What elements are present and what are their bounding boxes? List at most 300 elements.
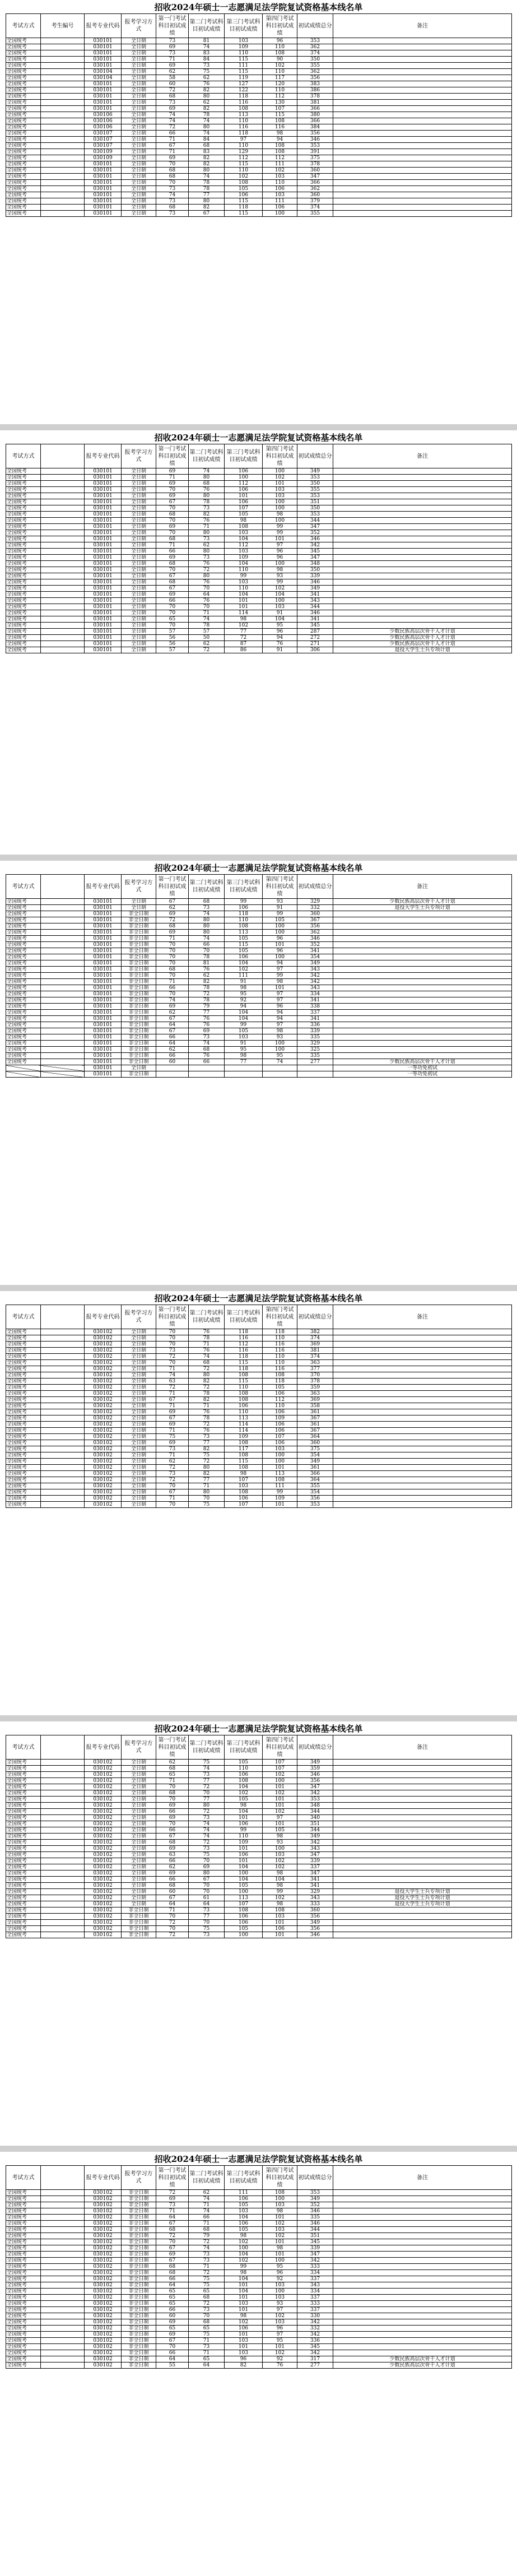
score1-cell: 70 xyxy=(156,1360,189,1366)
score2-cell: 75 xyxy=(189,1502,225,1508)
major-cell: 030107 xyxy=(85,131,122,137)
score4-cell: 101 xyxy=(263,536,297,542)
score1-cell: 68 xyxy=(156,512,189,518)
total-cell: 342 xyxy=(297,1840,333,1846)
score4-cell: 91 xyxy=(263,905,297,911)
score2-cell: 64 xyxy=(189,2363,225,2369)
major-cell: 030102 xyxy=(85,2221,122,2227)
score1-cell: 66 xyxy=(156,549,189,555)
study-cell: 全日制 xyxy=(122,1809,156,1815)
score4-cell: 103 xyxy=(263,192,297,198)
score4-cell: 102 xyxy=(263,63,297,69)
table-row xyxy=(6,2326,512,2332)
table-row xyxy=(6,2289,512,2295)
study-cell: 非全日制 xyxy=(122,2215,156,2221)
study-cell: 全日制 xyxy=(122,161,156,168)
total-cell: 386 xyxy=(297,87,333,94)
score1-cell: 74 xyxy=(156,1372,189,1378)
table-row xyxy=(6,979,512,985)
score3-cell: 106 xyxy=(225,2326,263,2332)
score2-cell: 70 xyxy=(189,586,225,592)
table-row xyxy=(6,917,512,923)
mode-cell: 全国统考 xyxy=(6,1471,41,1477)
table-row xyxy=(6,1348,512,1354)
study-cell: 全日制 xyxy=(122,1502,156,1508)
score3-cell: 108 xyxy=(225,1440,263,1446)
total-cell: 382 xyxy=(297,1329,333,1335)
score4-cell xyxy=(263,1071,297,1078)
column-header: 第三门考试科目初试成绩 xyxy=(225,14,263,38)
table-row xyxy=(6,2233,512,2239)
score1-cell: 69 xyxy=(156,468,189,475)
score1-cell: 68 xyxy=(156,561,189,567)
study-cell: 全日制 xyxy=(122,1797,156,1803)
score2-cell: 62 xyxy=(189,641,225,647)
score2-cell: 74 xyxy=(189,1827,225,1834)
score4-cell: 99 xyxy=(263,973,297,979)
note-cell xyxy=(333,1809,512,1815)
id-cell xyxy=(41,100,85,106)
study-cell: 全日制 xyxy=(122,1821,156,1827)
score2-cell: 73 xyxy=(189,1815,225,1821)
mode-cell: 全国统考 xyxy=(6,647,41,653)
major-cell: 030102 xyxy=(85,1372,122,1378)
total-cell: 356 xyxy=(297,923,333,930)
score4-cell: 108 xyxy=(263,2190,297,2196)
total-cell: 356 xyxy=(297,1496,333,1502)
study-cell: 非全日制 xyxy=(122,1907,156,1914)
mode-cell: 全国统考 xyxy=(6,1797,41,1803)
study-cell: 非全日制 xyxy=(122,1914,156,1920)
score4-cell: 108 xyxy=(263,50,297,57)
score4-cell: 110 xyxy=(263,44,297,50)
score2-cell: 76 xyxy=(189,81,225,87)
major-cell: 030101 xyxy=(85,647,122,653)
major-cell: 030102 xyxy=(85,2233,122,2239)
major-cell: 030101 xyxy=(85,616,122,623)
study-cell: 非全日制 xyxy=(122,2307,156,2313)
total-cell: 343 xyxy=(297,598,333,604)
note-cell xyxy=(333,1477,512,1483)
id-cell xyxy=(41,555,85,561)
score4-cell: 100 xyxy=(263,1041,297,1047)
major-cell: 030102 xyxy=(85,1870,122,1877)
mode-cell: 全国统考 xyxy=(6,1059,41,1065)
study-cell: 非全日制 xyxy=(122,954,156,960)
score4-cell: 99 xyxy=(263,524,297,530)
total-cell: 334 xyxy=(297,2289,333,2295)
mode-cell: 全国统考 xyxy=(6,2208,41,2215)
major-cell: 030101 xyxy=(85,923,122,930)
page-sheet xyxy=(0,0,517,424)
study-cell: 全日制 xyxy=(122,905,156,911)
score3-cell: 101 xyxy=(225,1846,263,1852)
column-header xyxy=(41,875,85,899)
total-cell: 375 xyxy=(297,1446,333,1452)
column-header: 考试方式 xyxy=(6,2166,41,2190)
score3-cell: 117 xyxy=(225,1446,263,1452)
mode-cell: 全国统考 xyxy=(6,2221,41,2227)
major-cell: 030102 xyxy=(85,2270,122,2276)
major-cell: 030102 xyxy=(85,2363,122,2369)
score1-cell: 66 xyxy=(156,1877,189,1883)
major-cell: 030101 xyxy=(85,930,122,936)
mode-cell: 全国统考 xyxy=(6,38,41,44)
score4-cell: 102 xyxy=(263,168,297,174)
note-cell xyxy=(333,1403,512,1409)
id-cell xyxy=(41,81,85,87)
major-cell: 030101 xyxy=(85,629,122,635)
study-cell: 非全日制 xyxy=(122,923,156,930)
score4-cell: 101 xyxy=(263,985,297,991)
score1-cell: 68 xyxy=(156,2270,189,2276)
study-cell: 全日制 xyxy=(122,94,156,100)
score3-cell: 105 xyxy=(225,948,263,954)
id-cell xyxy=(41,1329,85,1335)
score3-cell: 103 xyxy=(225,2301,263,2307)
table-row xyxy=(6,542,512,549)
score1-cell: 69 xyxy=(156,524,189,530)
score1-cell: 67 xyxy=(156,1834,189,1840)
table-row xyxy=(6,1415,512,1422)
major-cell: 030102 xyxy=(85,1846,122,1852)
note-cell xyxy=(333,2307,512,2313)
score4-cell: 102 xyxy=(263,1895,297,1901)
score1-cell: 70 xyxy=(156,518,189,524)
study-cell: 全日制 xyxy=(122,1784,156,1790)
mode-cell: 全国统考 xyxy=(6,1864,41,1870)
total-cell: 361 xyxy=(297,1465,333,1471)
total-cell: 342 xyxy=(297,2319,333,2326)
note-cell xyxy=(333,1772,512,1778)
score3-cell: 104 xyxy=(225,592,263,598)
table-row xyxy=(6,635,512,641)
score2-cell: 66 xyxy=(189,942,225,948)
table-row xyxy=(6,586,512,592)
study-cell: 全日制 xyxy=(122,1815,156,1821)
score3-cell: 103 xyxy=(225,530,263,536)
score1-cell: 71 xyxy=(156,1403,189,1409)
score1-cell: 71 xyxy=(156,475,189,481)
major-cell: 030106 xyxy=(85,118,122,124)
table-row xyxy=(6,948,512,954)
major-cell: 030107 xyxy=(85,143,122,149)
score3-cell: 106 xyxy=(225,192,263,198)
score1-cell: 69 xyxy=(156,1409,189,1415)
score2-cell: 75 xyxy=(189,1452,225,1459)
score3-cell: 108 xyxy=(225,180,263,186)
score1-cell: 73 xyxy=(156,2202,189,2208)
id-cell xyxy=(41,106,85,112)
study-cell: 全日制 xyxy=(122,635,156,641)
total-cell: 383 xyxy=(297,81,333,87)
page-title: 招收2024年硕士一志愿满足法学院复试资格基本线名单 xyxy=(154,2,363,12)
note-cell xyxy=(333,524,512,530)
total-cell: 353 xyxy=(297,1797,333,1803)
score2-cell: 68 xyxy=(189,481,225,487)
study-cell: 全日制 xyxy=(122,1378,156,1385)
note-cell xyxy=(333,1428,512,1434)
score1-cell: 72 xyxy=(156,1354,189,1360)
mode-cell: 全国统考 xyxy=(6,2313,41,2319)
mode-cell: 全国统考 xyxy=(6,499,41,505)
id-cell xyxy=(41,192,85,198)
study-cell: 非全日制 xyxy=(122,2276,156,2282)
score4-cell: 101 xyxy=(263,2252,297,2258)
note-cell xyxy=(333,118,512,124)
table-row xyxy=(6,1354,512,1360)
score4-cell: 100 xyxy=(263,2289,297,2295)
score4-cell: 103 xyxy=(263,2295,297,2301)
mode-cell: 全国统考 xyxy=(6,2270,41,2276)
score4-cell: 98 xyxy=(263,1834,297,1840)
major-cell: 030102 xyxy=(85,1391,122,1397)
note-cell xyxy=(333,2208,512,2215)
score1-cell: 72 xyxy=(156,2190,189,2196)
score3-cell: 110 xyxy=(225,1766,263,1772)
id-cell xyxy=(41,1809,85,1815)
table-row xyxy=(6,960,512,967)
major-cell: 030102 xyxy=(85,2350,122,2356)
score4-cell: 101 xyxy=(263,1920,297,1926)
note-cell xyxy=(333,505,512,512)
score3-cell: 101 xyxy=(225,2295,263,2301)
score1-cell: 69 xyxy=(156,911,189,917)
column-header: 第一门考试科目初试成绩 xyxy=(156,1305,189,1329)
column-header: 报考专业代码 xyxy=(85,1735,122,1760)
note-cell xyxy=(333,481,512,487)
score4-cell: 97 xyxy=(263,542,297,549)
total-cell: 333 xyxy=(297,1901,333,1907)
score3-cell: 113 xyxy=(225,1415,263,1422)
study-cell: 全日制 xyxy=(122,198,156,205)
id-cell xyxy=(41,1920,85,1926)
mode-cell: 全国统考 xyxy=(6,1815,41,1821)
mode-cell: 全国统考 xyxy=(6,524,41,530)
total-cell: 347 xyxy=(297,1870,333,1877)
column-header: 初试成绩总分 xyxy=(297,14,333,38)
table-row xyxy=(6,2270,512,2276)
study-cell: 非全日制 xyxy=(122,979,156,985)
total-cell xyxy=(297,1071,333,1078)
study-cell: 非全日制 xyxy=(122,2190,156,2196)
score2-cell: 66 xyxy=(189,2215,225,2221)
score1-cell: 67 xyxy=(156,1028,189,1034)
table-row xyxy=(6,1766,512,1772)
id-cell xyxy=(41,1053,85,1059)
study-cell: 非全日制 xyxy=(122,2264,156,2270)
total-cell: 342 xyxy=(297,979,333,985)
total-cell: 346 xyxy=(297,579,333,586)
score2-cell: 76 xyxy=(189,1329,225,1335)
total-cell: 343 xyxy=(297,985,333,991)
mode-cell: 全国统考 xyxy=(6,1397,41,1403)
score1-cell: 66 xyxy=(156,1053,189,1059)
mode-cell: 全国统考 xyxy=(6,997,41,1004)
major-cell: 030102 xyxy=(85,2190,122,2196)
major-cell: 030101 xyxy=(85,967,122,973)
mode-cell: 全国统考 xyxy=(6,155,41,161)
major-cell: 030101 xyxy=(85,499,122,505)
id-cell xyxy=(41,1870,85,1877)
table-row xyxy=(6,2338,512,2344)
score2-cell: 72 xyxy=(189,2239,225,2245)
major-cell: 030102 xyxy=(85,1932,122,1938)
score2-cell: 71 xyxy=(189,1483,225,1489)
page-title: 招收2024年硕士一志愿满足法学院复试资格基本线名单 xyxy=(154,1724,363,1734)
mode-cell: 全国统考 xyxy=(6,1760,41,1766)
column-header: 第四门考试科目初试成绩 xyxy=(263,14,297,38)
note-cell xyxy=(333,1877,512,1883)
major-cell: 030106 xyxy=(85,112,122,118)
mode-cell: 全国统考 xyxy=(6,629,41,635)
score4-cell: 100 xyxy=(263,1459,297,1465)
id-cell xyxy=(41,149,85,155)
score2-cell: 71 xyxy=(189,1342,225,1348)
score4-cell: 112 xyxy=(263,94,297,100)
note-cell xyxy=(333,63,512,69)
score3-cell: 101 xyxy=(225,1858,263,1864)
major-cell: 030101 xyxy=(85,917,122,923)
study-cell: 非全日制 xyxy=(122,1053,156,1059)
study-cell: 全日制 xyxy=(122,1471,156,1477)
score1-cell: 70 xyxy=(156,1483,189,1489)
id-cell xyxy=(41,1471,85,1477)
note-cell xyxy=(333,979,512,985)
mode-cell: 全国统考 xyxy=(6,905,41,911)
id-cell xyxy=(41,616,85,623)
total-cell: 354 xyxy=(297,1489,333,1496)
total-cell: 317 xyxy=(297,2356,333,2363)
score3-cell: 110 xyxy=(225,586,263,592)
table-row xyxy=(6,985,512,991)
note-cell xyxy=(333,2264,512,2270)
score3-cell: 104 xyxy=(225,1784,263,1790)
note-cell xyxy=(333,100,512,106)
major-cell: 030101 xyxy=(85,579,122,586)
score2-cell xyxy=(189,1071,225,1078)
id-cell xyxy=(41,1446,85,1452)
major-cell: 030102 xyxy=(85,2215,122,2221)
score2-cell: 76 xyxy=(189,579,225,586)
score3-cell: 106 xyxy=(225,1403,263,1409)
score3-cell: 108 xyxy=(225,1489,263,1496)
mode-cell: 全国统考 xyxy=(6,2233,41,2239)
major-cell: 030102 xyxy=(85,2319,122,2326)
study-cell: 非全日制 xyxy=(122,911,156,917)
score1-cell: 57 xyxy=(156,647,189,653)
table-row xyxy=(6,475,512,481)
column-header: 考试方式 xyxy=(6,14,41,38)
score4-cell: 116 xyxy=(263,1342,297,1348)
note-cell xyxy=(333,1409,512,1415)
mode-cell: 全国统考 xyxy=(6,1403,41,1409)
study-cell: 全日制 xyxy=(122,1354,156,1360)
table-row xyxy=(6,57,512,63)
score1-cell: 65 xyxy=(156,2301,189,2307)
major-cell: 030102 xyxy=(85,1877,122,1883)
id-cell xyxy=(41,1864,85,1870)
note-cell xyxy=(333,1502,512,1508)
study-cell: 全日制 xyxy=(122,1827,156,1834)
score1-cell: 70 xyxy=(156,161,189,168)
score4-cell: 101 xyxy=(263,1932,297,1938)
note-cell xyxy=(333,942,512,948)
score3-cell: 91 xyxy=(225,979,263,985)
id-cell xyxy=(41,2264,85,2270)
major-cell: 030101 xyxy=(85,1065,122,1071)
major-cell: 030102 xyxy=(85,1834,122,1840)
score2-cell: 72 xyxy=(189,2301,225,2307)
score3-cell: 110 xyxy=(225,567,263,573)
table-row xyxy=(6,1502,512,1508)
score2-cell: 77 xyxy=(189,1440,225,1446)
major-cell: 030102 xyxy=(85,1385,122,1391)
table-row xyxy=(6,192,512,198)
score3-cell: 107 xyxy=(225,1901,263,1907)
id-cell xyxy=(41,592,85,598)
score4-cell: 97 xyxy=(263,2332,297,2338)
score3-cell: 118 xyxy=(225,1366,263,1372)
note-cell xyxy=(333,586,512,592)
score1-cell: 73 xyxy=(156,198,189,205)
column-header: 报考学习方式 xyxy=(122,875,156,899)
id-cell xyxy=(41,499,85,505)
score1-cell: 66 xyxy=(156,2276,189,2282)
score4-cell: 96 xyxy=(263,1004,297,1010)
table-row xyxy=(6,81,512,87)
score1-cell: 70 xyxy=(156,1342,189,1348)
score2-cell: 78 xyxy=(189,112,225,118)
score4-cell: 103 xyxy=(263,487,297,493)
score3-cell: 96 xyxy=(225,2356,263,2363)
total-cell: 342 xyxy=(297,2258,333,2264)
note-cell: 退役大学生士兵专项计划 xyxy=(333,1889,512,1895)
total-cell: 366 xyxy=(297,118,333,124)
score2-cell: 72 xyxy=(189,1366,225,1372)
score1-cell: 57 xyxy=(156,629,189,635)
score4-cell: 102 xyxy=(263,586,297,592)
id-cell xyxy=(41,2221,85,2227)
mode-cell: 全国统考 xyxy=(6,50,41,57)
score3-cell: 103 xyxy=(225,2350,263,2356)
major-cell: 030101 xyxy=(85,186,122,192)
score2-cell: 75 xyxy=(189,1852,225,1858)
study-cell: 非全日制 xyxy=(122,2233,156,2239)
score4-cell: 103 xyxy=(263,2319,297,2326)
score2-cell: 76 xyxy=(189,967,225,973)
major-cell: 030102 xyxy=(85,1772,122,1778)
table-row xyxy=(6,1372,512,1378)
column-header: 第一门考试科目初试成绩 xyxy=(156,2166,189,2190)
column-header: 第四门考试科目初试成绩 xyxy=(263,2166,297,2190)
study-cell: 全日制 xyxy=(122,205,156,211)
table-row xyxy=(6,2319,512,2326)
major-cell: 030102 xyxy=(85,1366,122,1372)
major-cell: 030102 xyxy=(85,1348,122,1354)
score1-cell: 67 xyxy=(156,1489,189,1496)
major-cell: 030101 xyxy=(85,1041,122,1047)
table-row xyxy=(6,1047,512,1053)
id-cell xyxy=(41,985,85,991)
study-cell: 全日制 xyxy=(122,512,156,518)
major-cell: 030101 xyxy=(85,205,122,211)
note-cell xyxy=(333,205,512,211)
score3-cell: 104 xyxy=(225,2215,263,2221)
score2-cell: 83 xyxy=(189,50,225,57)
major-cell: 030101 xyxy=(85,604,122,610)
major-cell: 030101 xyxy=(85,63,122,69)
